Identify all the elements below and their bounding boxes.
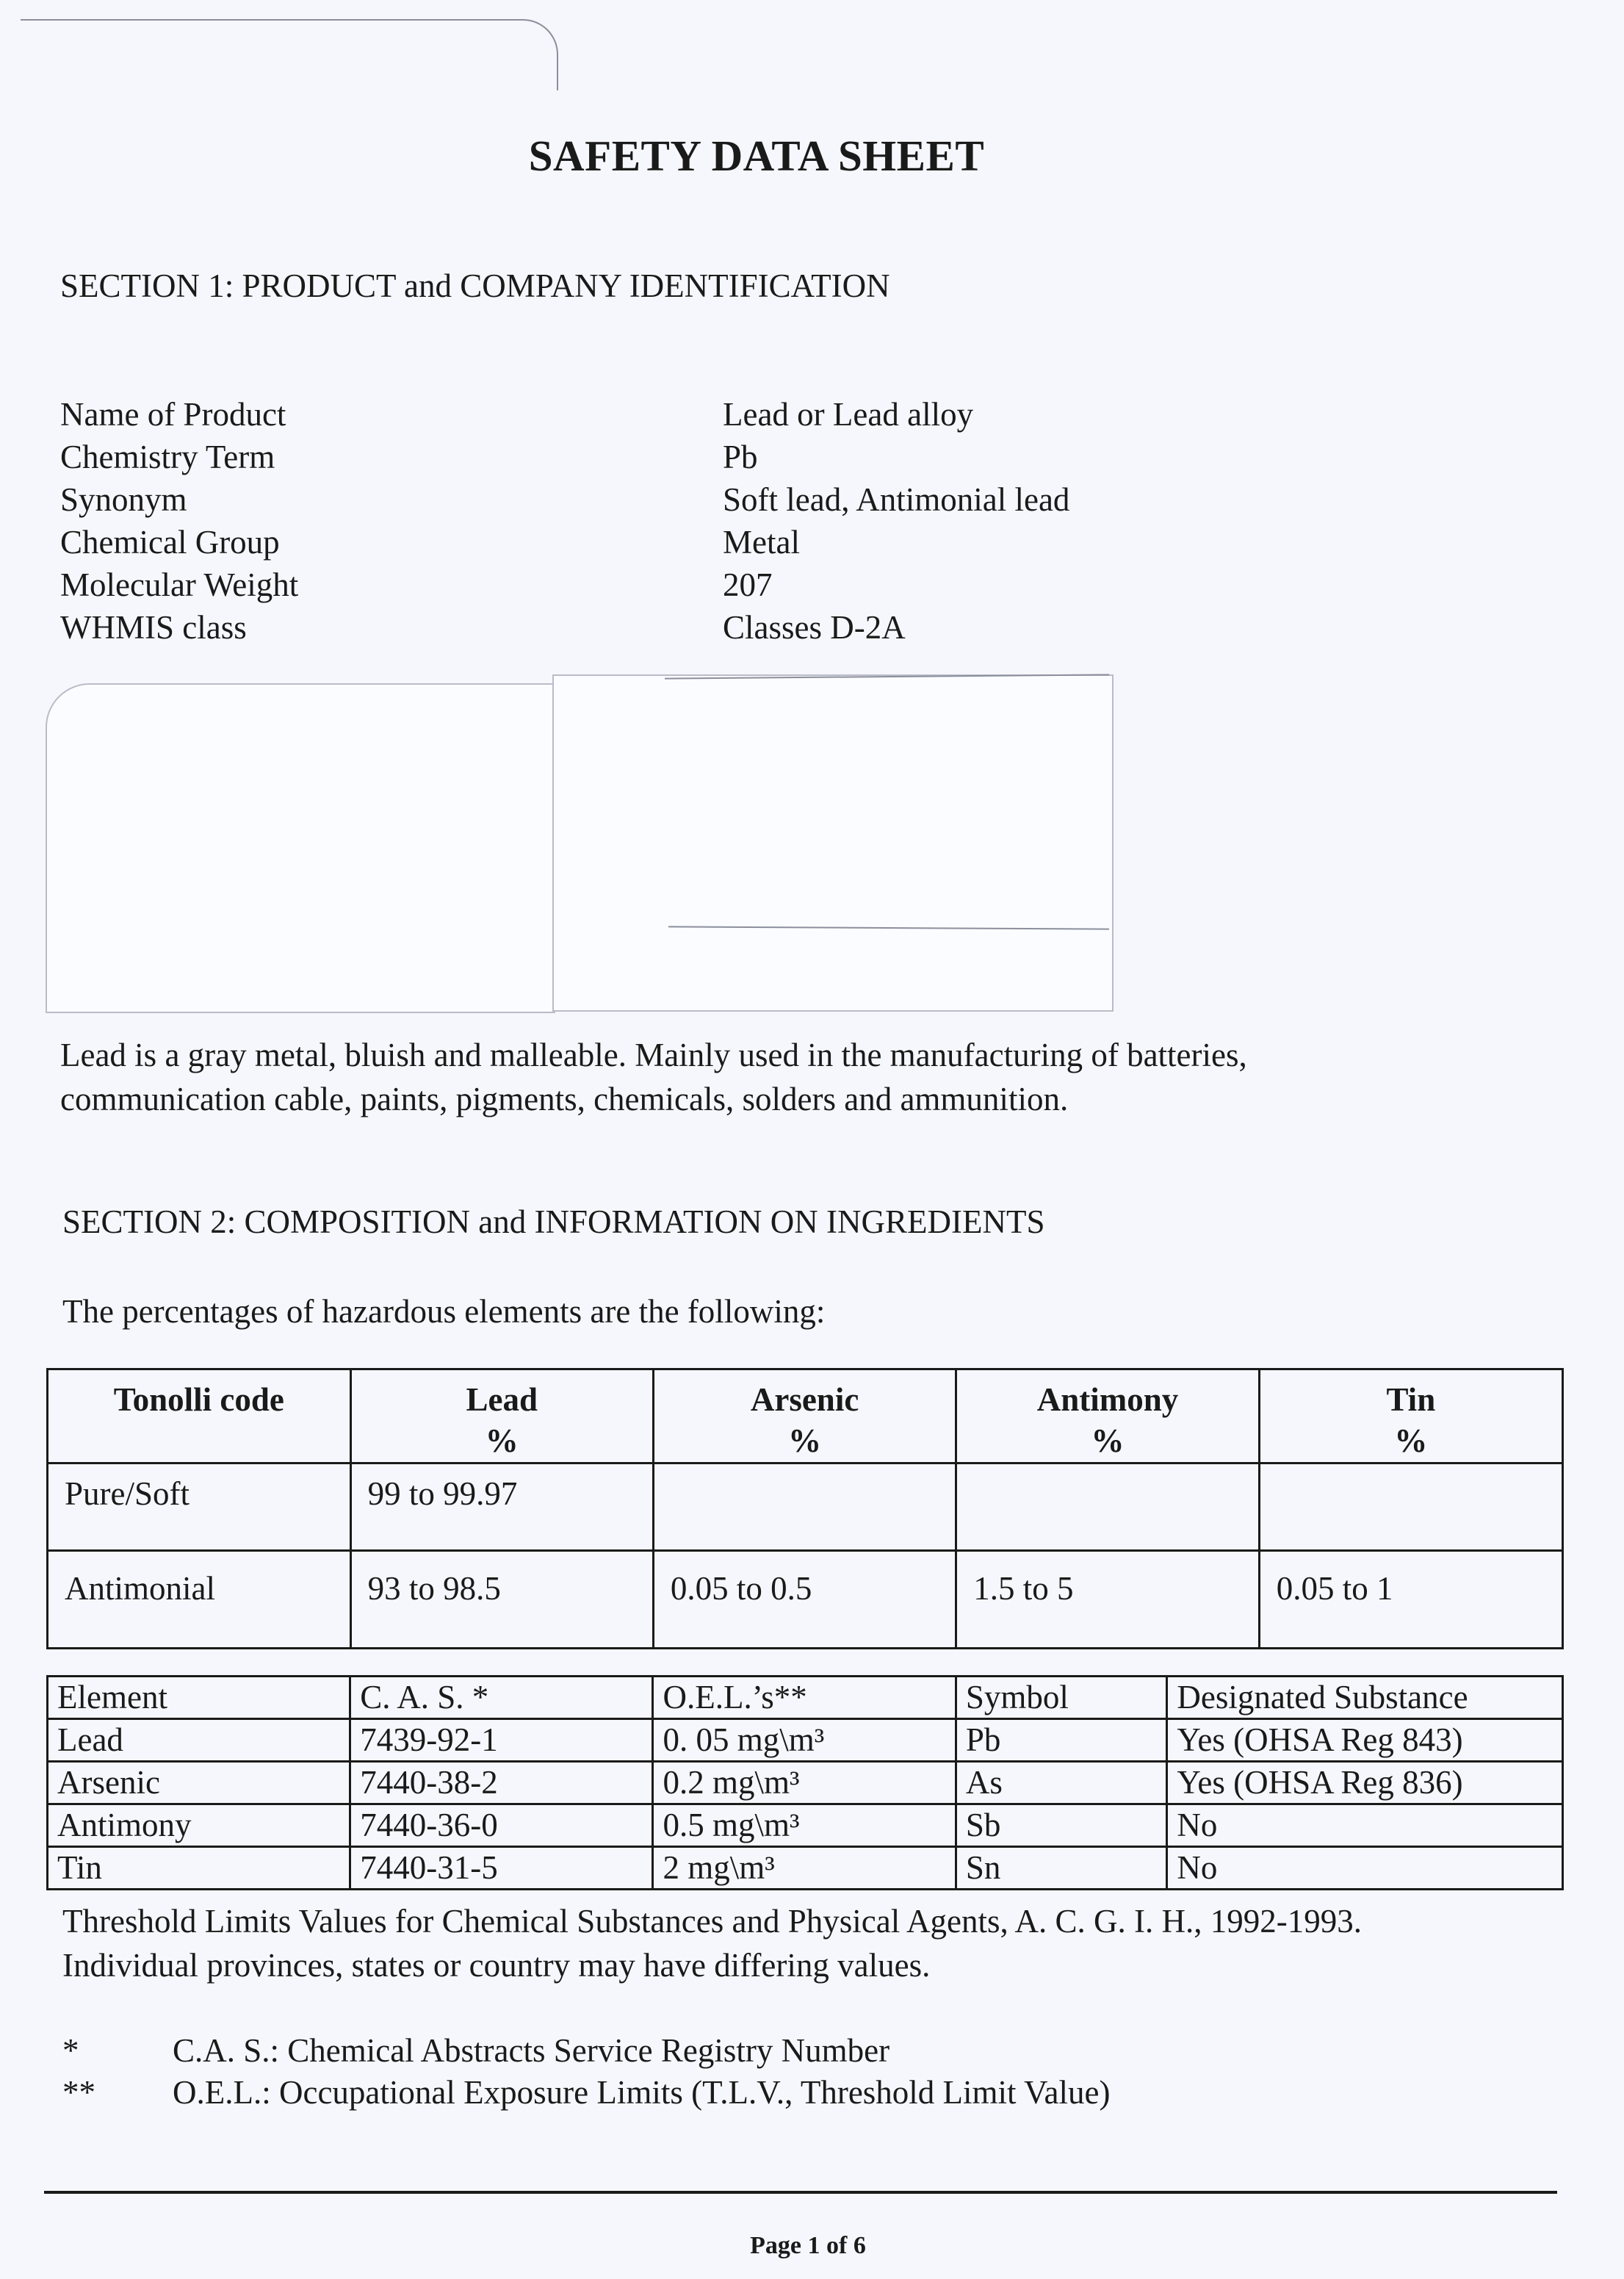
table-cell [653, 1463, 956, 1551]
table-cell: 93 to 98.5 [350, 1551, 653, 1649]
table-cell: 0.5 mg\m³ [653, 1804, 956, 1847]
footnote-text: O.E.L.: Occupational Exposure Limits (T.L.V., Threshold Limit Value) [173, 2074, 1111, 2111]
section-1-heading: SECTION 1: PRODUCT and COMPANY IDENTIFICATION [60, 267, 890, 304]
info-row-chemical-group [60, 523, 1162, 566]
column-header-tin: Tin % [1259, 1369, 1562, 1463]
document-title: SAFETY DATA SHEET [528, 132, 985, 180]
table-cell [1259, 1463, 1562, 1551]
table-cell: Lead [48, 1719, 350, 1762]
table-cell: Sb [956, 1804, 1167, 1847]
table-cell: 7440-38-2 [350, 1762, 653, 1804]
description-line: communication cable, paints, pigments, chemicals, solders and ammunition. [60, 1081, 1069, 1117]
table-cell: 2 mg\m³ [653, 1847, 956, 1890]
table-cell: No [1167, 1847, 1563, 1890]
section-2-heading: SECTION 2: COMPOSITION and INFORMATION ON INGREDIENTS [62, 1203, 1045, 1240]
info-row-whmis-class [60, 608, 1162, 651]
table-row [48, 1762, 1563, 1804]
footer-divider [44, 2191, 1557, 2194]
info-label: Synonym [60, 481, 187, 518]
table-cell: 0. 05 mg\m³ [653, 1719, 956, 1762]
table-cell: Tin [48, 1847, 350, 1890]
product-description [60, 1033, 1247, 1121]
table-cell: Antimony [48, 1804, 350, 1847]
info-label: Chemical Group [60, 524, 280, 561]
table-cell: 0.05 to 0.5 [653, 1551, 956, 1649]
table-cell: 1.5 to 5 [956, 1551, 1259, 1649]
table-cell [956, 1463, 1259, 1551]
info-value: Metal [723, 524, 800, 561]
table-row [48, 1551, 1563, 1649]
table-cell: Antimonial [48, 1551, 351, 1649]
table-row [48, 1463, 1563, 1551]
table-cell: Arsenic [48, 1762, 350, 1804]
composition-header-row [48, 1369, 1563, 1463]
info-row-chemistry-term [60, 438, 1162, 480]
info-row-molecular-weight [60, 566, 1162, 608]
info-label: Molecular Weight [60, 566, 299, 603]
table-cell: 7440-31-5 [350, 1847, 653, 1890]
table-cell: No [1167, 1804, 1563, 1847]
note-line: Individual provinces, states or country may have differing values. [62, 1947, 931, 1984]
table-cell: Sn [956, 1847, 1167, 1890]
table-cell: Yes (OHSA Reg 843) [1167, 1719, 1563, 1762]
table-cell: 7439-92-1 [350, 1719, 653, 1762]
info-label: Name of Product [60, 396, 286, 433]
footnote-mark: ** [62, 2074, 95, 2111]
threshold-notes [62, 1899, 1362, 1987]
table-cell: 0.05 to 1 [1259, 1551, 1562, 1649]
footnote-mark: * [62, 2032, 79, 2069]
info-label: Chemistry Term [60, 439, 275, 475]
column-header-designated-substance: Designated Substance [1167, 1677, 1563, 1719]
table-cell: As [956, 1762, 1167, 1804]
table-cell: Pb [956, 1719, 1167, 1762]
column-header-tonolli-code: Tonolli code [48, 1369, 351, 1463]
table-row [48, 1804, 1563, 1847]
footnote-text: C.A. S.: Chemical Abstracts Service Registry Number [173, 2032, 890, 2069]
info-row-synonym [60, 480, 1162, 523]
element-header-row [48, 1677, 1563, 1719]
column-header-element: Element [48, 1677, 350, 1719]
info-label: WHMIS class [60, 609, 247, 646]
column-header-lead: Lead % [350, 1369, 653, 1463]
column-header-symbol: Symbol [956, 1677, 1167, 1719]
info-value: 207 [723, 566, 773, 603]
table-row [48, 1847, 1563, 1890]
description-line: Lead is a gray metal, bluish and malleable. Mainly used in the manufacturing of batteries, [60, 1037, 1247, 1073]
table-cell: 0.2 mg\m³ [653, 1762, 956, 1804]
column-header-antimony: Antimony % [956, 1369, 1259, 1463]
element-limits-table [46, 1675, 1564, 1890]
info-value: Lead or Lead alloy [723, 396, 974, 433]
column-header-cas: C. A. S. * [350, 1677, 653, 1719]
info-value: Classes D-2A [723, 609, 906, 646]
page-number: Page 1 of 6 [750, 2232, 866, 2259]
info-value: Pb [723, 439, 758, 475]
table-row [48, 1719, 1563, 1762]
info-row-name-of-product [60, 395, 1162, 438]
table-cell: 99 to 99.97 [350, 1463, 653, 1551]
redaction-patch-right [552, 674, 1114, 1012]
redaction-patch-left [46, 683, 555, 1013]
table-cell: 7440-36-0 [350, 1804, 653, 1847]
column-header-oel: O.E.L.’s** [653, 1677, 956, 1719]
composition-intro: The percentages of hazardous elements are the following: [62, 1293, 826, 1330]
note-line: Threshold Limits Values for Chemical Substances and Physical Agents, A. C. G. I. H., 1992-1993. [62, 1903, 1362, 1940]
column-header-arsenic: Arsenic % [653, 1369, 956, 1463]
info-value: Soft lead, Antimonial lead [723, 481, 1070, 518]
table-cell: Pure/Soft [48, 1463, 351, 1551]
pasted-label-outline [21, 19, 558, 90]
table-cell: Yes (OHSA Reg 836) [1167, 1762, 1563, 1804]
composition-table [46, 1368, 1564, 1649]
